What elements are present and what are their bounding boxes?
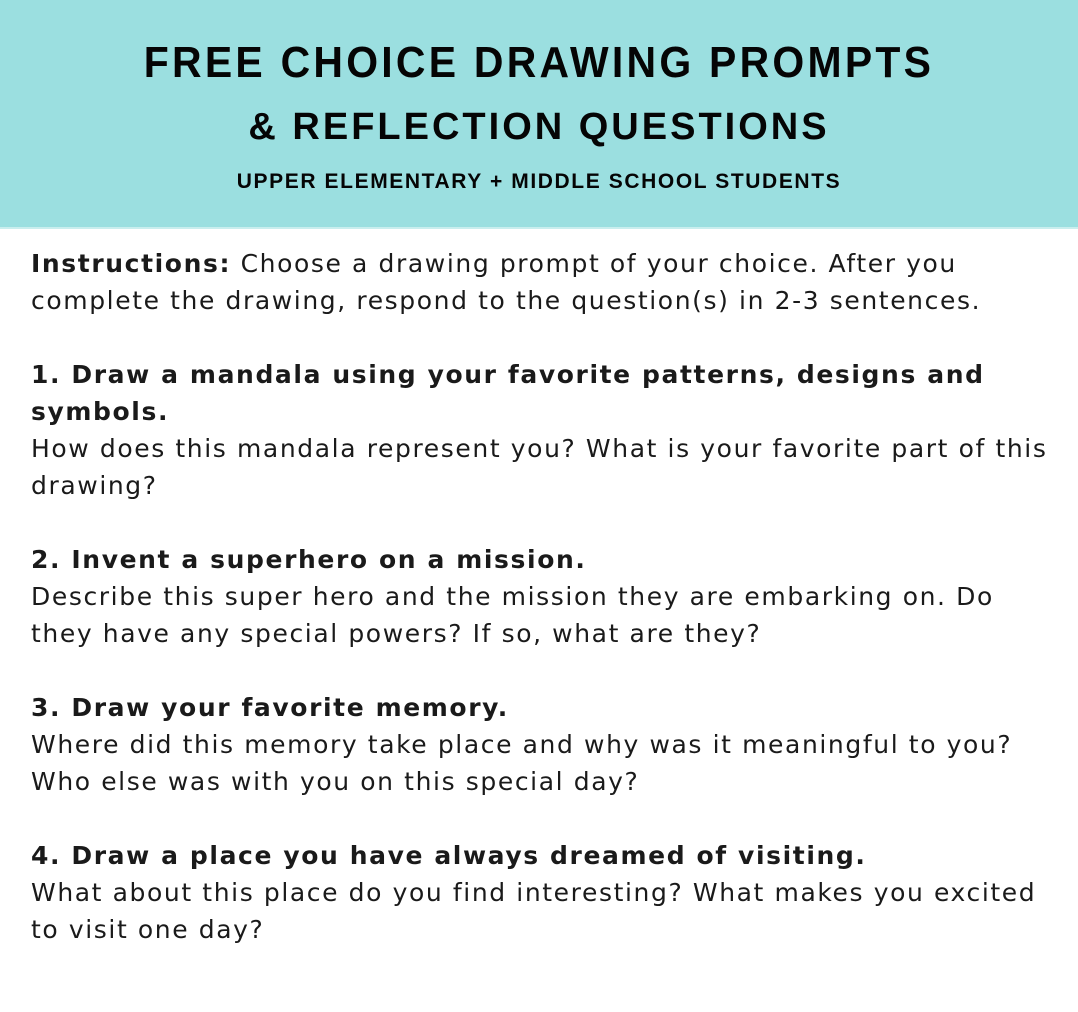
prompt-2-title: 2. Invent a superhero on a mission. <box>31 545 587 574</box>
prompt-3-title: 3. Draw your favorite memory. <box>31 693 509 722</box>
prompt-1-title: 1. Draw a mandala using your favorite patterns, designs and symbols. <box>31 360 985 426</box>
prompt-3-question: Where did this memory take place and why was it meaningful to you? Who else was with you on this special day? <box>31 730 1013 796</box>
instructions-label: Instructions: <box>31 249 232 278</box>
title-line-1: FREE CHOICE DRAWING PROMPTS <box>143 38 935 87</box>
prompt-4-title: 4. Draw a place you have always dreamed of visiting. <box>31 841 867 870</box>
instructions <box>31 245 1061 319</box>
title-line-2: & REFLECTION QUESTIONS <box>248 106 830 148</box>
instructions-text: Choose a drawing prompt of your choice. After you complete the drawing, respond to the question(s) in 2-3 sentences. <box>31 249 982 315</box>
prompt-1-question: How does this mandala represent you? What is your favorite part of this drawing? <box>31 434 1048 500</box>
document-body <box>31 245 1061 948</box>
prompt-4-question: What about this place do you find interesting? What makes you excited to visit one day? <box>31 878 1037 944</box>
header-banner <box>0 0 1078 229</box>
prompt-2-question: Describe this super hero and the mission they are embarking on. Do they have any special powers? If so, what are they? <box>31 582 994 648</box>
subtitle: UPPER ELEMENTARY + MIDDLE SCHOOL STUDENTS <box>236 170 842 193</box>
